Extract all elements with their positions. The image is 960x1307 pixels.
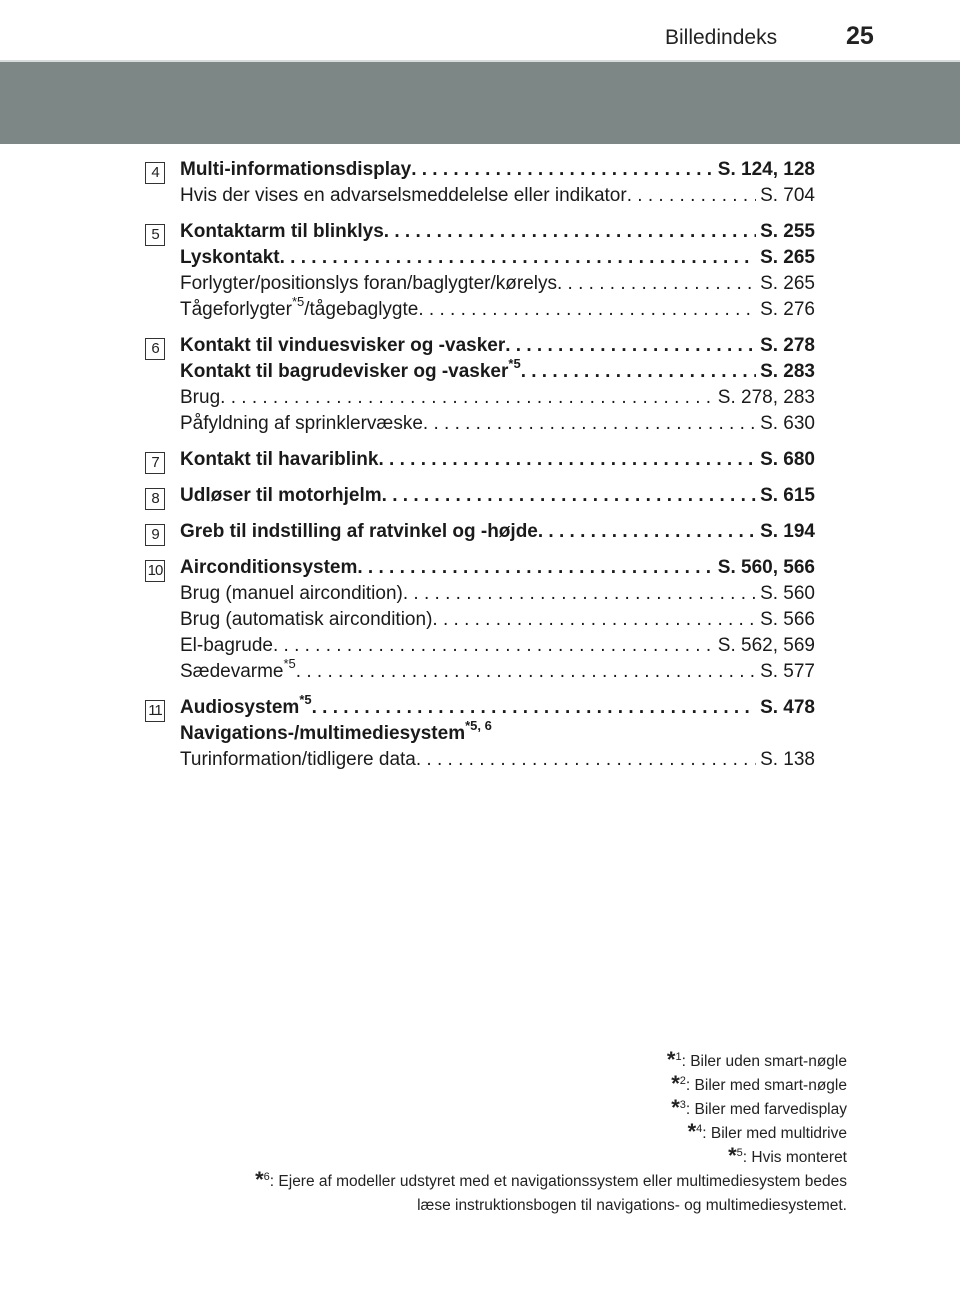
index-group-6 xyxy=(140,333,815,437)
asterisk-icon: * xyxy=(671,1071,680,1096)
leader-dots xyxy=(538,519,756,545)
footnote-5: *$^5$: Hvis monteret xyxy=(728,1143,847,1168)
leader-dots xyxy=(312,695,756,721)
entry-label: Airconditionsystem xyxy=(180,557,358,578)
leader-dots xyxy=(220,385,714,411)
page-reference[interactable]: S. 278 xyxy=(760,335,815,356)
index-entry[interactable] xyxy=(180,183,815,209)
leader-dots xyxy=(432,607,756,633)
page-reference[interactable]: S. 255 xyxy=(760,221,815,242)
page-reference[interactable]: S. 680 xyxy=(760,449,815,470)
index-group-7 xyxy=(140,447,815,473)
asterisk-icon: * xyxy=(255,1167,264,1192)
footnote-1: *$^1$: Biler uden smart-nøgle xyxy=(666,1047,847,1072)
footnote-6: *$^6$: Ejere af modeller udstyret med et navigationssystem eller multimediesystem bedes xyxy=(255,1167,847,1192)
index-entry[interactable] xyxy=(180,245,815,271)
leader-dots xyxy=(378,447,756,473)
asterisk-icon: * xyxy=(671,1095,680,1120)
footnote-2: *$^2$: Biler med smart-nøgle xyxy=(671,1071,847,1096)
footnote-ref: *5 xyxy=(299,692,312,707)
index-entries xyxy=(140,157,815,783)
entry-label: Hvis der vises en advarselsmeddelelse eller indikator xyxy=(180,185,627,206)
page-number: 25 xyxy=(846,22,874,50)
item-number-badge: 6 xyxy=(145,338,165,360)
page-reference[interactable]: S. 577 xyxy=(760,661,815,682)
page-reference[interactable]: S. 194 xyxy=(760,521,815,542)
entry-label: Kontakt til havariblink xyxy=(180,449,379,470)
index-entry[interactable] xyxy=(180,607,815,633)
index-group-9 xyxy=(140,519,815,545)
asterisk-icon: * xyxy=(728,1143,737,1168)
page-reference[interactable]: S. 124, 128 xyxy=(717,159,815,180)
leader-dots xyxy=(418,297,756,323)
page-reference[interactable]: S. 478 xyxy=(760,697,815,718)
index-entry[interactable] xyxy=(180,692,815,721)
entry-label: Tågeforlygter$^{*5}$/tågebaglygte xyxy=(180,294,419,320)
leader-dots xyxy=(273,633,714,659)
page-reference[interactable]: S. 283 xyxy=(760,361,815,382)
entry-label: Lyskontakt xyxy=(180,247,280,268)
leader-dots xyxy=(416,747,756,773)
index-entry[interactable] xyxy=(180,333,815,359)
index-entry[interactable] xyxy=(180,555,815,581)
leader-dots xyxy=(296,659,756,685)
index-entry[interactable] xyxy=(180,633,815,659)
item-number-badge: 7 xyxy=(145,452,165,474)
page-reference[interactable]: S. 560 xyxy=(760,583,815,604)
page-reference[interactable]: S. 615 xyxy=(760,485,815,506)
item-number-badge: 4 xyxy=(145,162,165,184)
index-entry[interactable] xyxy=(180,581,815,607)
leader-dots xyxy=(627,183,756,209)
footnote-3: *$^3$: Biler med farvedisplay xyxy=(671,1095,847,1120)
item-number-badge: 5 xyxy=(145,224,165,246)
asterisk-icon: * xyxy=(687,1119,697,1144)
item-number-badge: 9 xyxy=(145,524,165,546)
item-number-badge: 11 xyxy=(145,700,165,722)
entry-label: Påfyldning af sprinklervæske xyxy=(180,413,423,434)
index-group-4 xyxy=(140,157,815,209)
footnote-ref: *5 xyxy=(508,356,521,371)
index-entry[interactable] xyxy=(180,385,815,411)
index-entry[interactable] xyxy=(180,157,815,183)
index-entry[interactable] xyxy=(180,219,815,245)
page-reference[interactable]: S. 630 xyxy=(760,413,815,434)
page-reference[interactable]: S. 265 xyxy=(760,247,815,268)
index-entry[interactable] xyxy=(180,411,815,437)
index-entry[interactable] xyxy=(180,356,815,385)
footnote-ref: *5, 6 xyxy=(465,718,492,733)
index-entry[interactable] xyxy=(180,447,815,473)
entry-label: Kontaktarm til blinklys xyxy=(180,221,384,242)
page-reference[interactable]: S. 560, 566 xyxy=(717,557,815,578)
leader-dots xyxy=(521,359,756,385)
page-header xyxy=(0,0,960,62)
entry-label: Forlygter/positionslys foran/baglygter/kørelys xyxy=(180,273,557,294)
index-entry[interactable] xyxy=(180,271,815,297)
index-group-11 xyxy=(140,692,815,773)
index-entry[interactable] xyxy=(180,747,815,773)
index-entry[interactable] xyxy=(180,718,815,747)
page-reference[interactable]: S. 276 xyxy=(760,299,815,320)
entry-label: Brug (automatisk aircondition) xyxy=(180,609,433,630)
page-reference[interactable]: S. 562, 569 xyxy=(717,635,815,656)
index-group-10 xyxy=(140,555,815,685)
section-title: Billedindeks xyxy=(665,26,778,49)
footnote-ref: *5 xyxy=(291,294,305,309)
entry-label: Brug xyxy=(180,387,221,408)
entry-label: Kontakt til vinduesvisker og -vasker xyxy=(180,335,506,356)
index-entry[interactable] xyxy=(180,656,815,685)
entry-label: Brug (manuel aircondition) xyxy=(180,583,403,604)
item-number-badge: 8 xyxy=(145,488,165,510)
entry-label: Kontakt til bagrudevisker og -vasker$^{*5}$ xyxy=(180,356,521,382)
footnote-4: *$^4$: Biler med multidrive xyxy=(687,1119,847,1144)
entry-label: Turinformation/tidligere data xyxy=(180,749,416,770)
page-reference[interactable]: S. 704 xyxy=(760,185,815,206)
entry-label: Audiosystem$^{*5}$ xyxy=(180,692,312,718)
header-band xyxy=(0,62,960,144)
leader-dots xyxy=(382,483,756,509)
leader-dots xyxy=(357,555,713,581)
page-reference[interactable]: S. 566 xyxy=(760,609,815,630)
footnotes xyxy=(107,1047,847,1218)
leader-dots xyxy=(411,157,714,183)
index-group-5 xyxy=(140,219,815,323)
item-number-badge: 10 xyxy=(145,560,165,582)
page-reference[interactable]: S. 138 xyxy=(760,749,815,770)
index-group-8 xyxy=(140,483,815,509)
leader-dots xyxy=(280,245,756,271)
entry-label: Sædevarme$^{*5}$ xyxy=(180,656,296,682)
page-reference[interactable]: S. 278, 283 xyxy=(717,387,815,408)
index-entry[interactable] xyxy=(180,483,815,509)
leader-dots xyxy=(557,271,756,297)
asterisk-icon: * xyxy=(666,1047,676,1072)
footnote-ref: *5 xyxy=(283,656,296,671)
index-entry[interactable] xyxy=(180,294,815,323)
entry-label: Udløser til motorhjelm xyxy=(180,485,382,506)
leader-dots xyxy=(423,411,756,437)
entry-label: Multi-informationsdisplay xyxy=(180,159,412,180)
footnote-continuation: læse instruktionsbogen til navigations- og multimediesystemet. xyxy=(417,1197,847,1214)
page-reference[interactable]: S. 265 xyxy=(760,273,815,294)
leader-dots xyxy=(384,219,756,245)
entry-label: El-bagrude xyxy=(180,635,273,656)
entry-label: Greb til indstilling af ratvinkel og -højde xyxy=(180,521,538,542)
index-entry[interactable] xyxy=(180,519,815,545)
leader-dots xyxy=(505,333,756,359)
leader-dots xyxy=(403,581,756,607)
entry-label: Navigations-/multimediesystem$^{*5, 6}$ xyxy=(180,718,492,744)
